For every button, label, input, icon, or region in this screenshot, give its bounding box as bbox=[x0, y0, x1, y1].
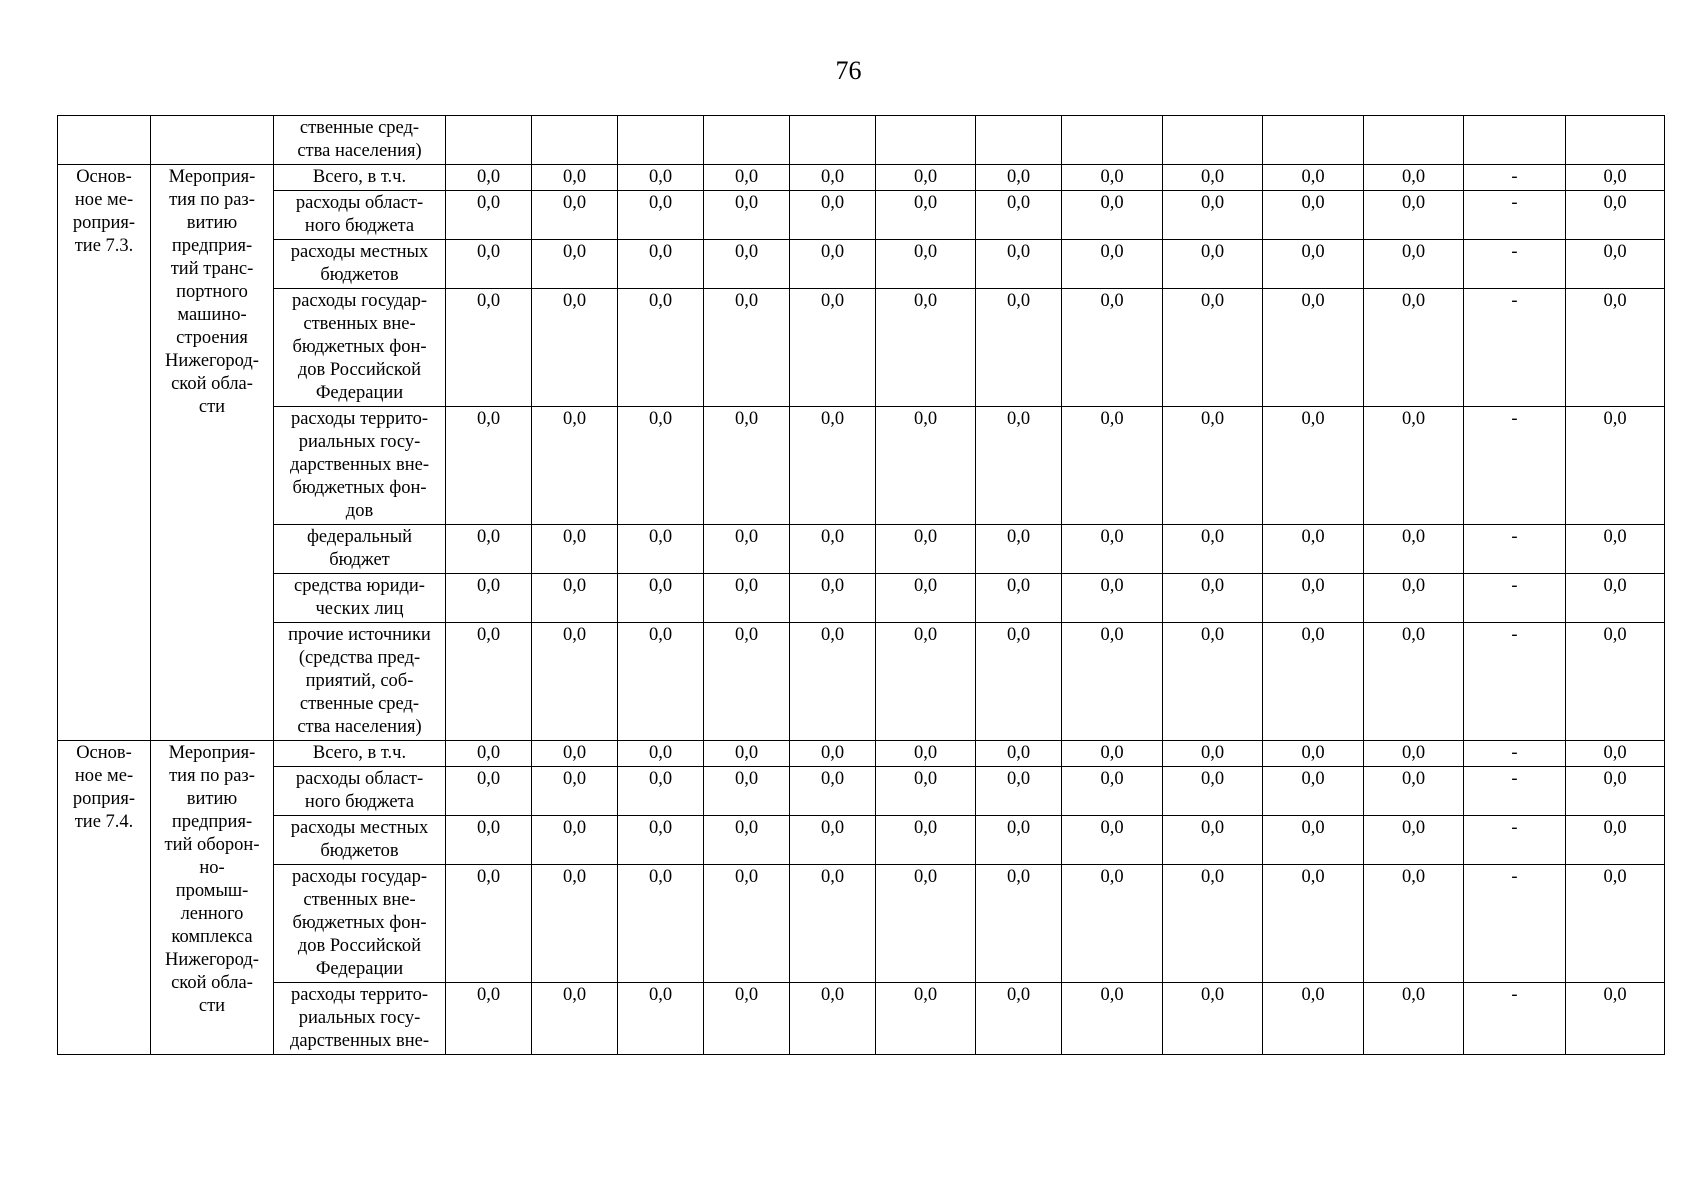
funding-source-cell: расходы област- ного бюджета bbox=[274, 191, 446, 240]
value-cell: 0,0 bbox=[1566, 741, 1665, 767]
funding-source-cell: расходы террито- риальных госу- дарственных вне- bbox=[274, 983, 446, 1055]
value-cell: 0,0 bbox=[790, 407, 876, 525]
value-cell: 0,0 bbox=[876, 574, 976, 623]
value-cell: 0,0 bbox=[618, 816, 704, 865]
value-cell: 0,0 bbox=[618, 407, 704, 525]
funding-source-cell: расходы област- ного бюджета bbox=[274, 767, 446, 816]
value-cell: 0,0 bbox=[532, 741, 618, 767]
value-cell: 0,0 bbox=[704, 165, 790, 191]
value-cell: 0,0 bbox=[532, 574, 618, 623]
table-row bbox=[58, 767, 1665, 816]
value-cell: 0,0 bbox=[976, 983, 1062, 1055]
value-cell: 0,0 bbox=[876, 407, 976, 525]
value-cell: 0,0 bbox=[1062, 816, 1163, 865]
activity-code-cell: Основ- ное ме- роприя- тие 7.3. bbox=[58, 165, 151, 741]
value-cell: 0,0 bbox=[1062, 407, 1163, 525]
value-cell: 0,0 bbox=[1566, 623, 1665, 741]
page-number: 76 bbox=[835, 56, 862, 85]
value-cell: 0,0 bbox=[1263, 574, 1364, 623]
value-cell: 0,0 bbox=[618, 165, 704, 191]
value-cell: 0,0 bbox=[618, 240, 704, 289]
value-cell: 0,0 bbox=[446, 983, 532, 1055]
value-cell: - bbox=[1464, 865, 1566, 983]
value-cell: 0,0 bbox=[446, 623, 532, 741]
table-row bbox=[58, 407, 1665, 525]
value-cell: 0,0 bbox=[1263, 983, 1364, 1055]
value-cell: 0,0 bbox=[790, 983, 876, 1055]
value-cell: - bbox=[1464, 191, 1566, 240]
value-cell: 0,0 bbox=[704, 983, 790, 1055]
value-cell bbox=[1163, 116, 1263, 165]
value-cell: 0,0 bbox=[790, 574, 876, 623]
funding-source-cell: расходы местных бюджетов bbox=[274, 816, 446, 865]
value-cell: 0,0 bbox=[976, 767, 1062, 816]
value-cell: 0,0 bbox=[1364, 865, 1464, 983]
value-cell: 0,0 bbox=[790, 191, 876, 240]
table-row bbox=[58, 240, 1665, 289]
table-row bbox=[58, 623, 1665, 741]
value-cell: 0,0 bbox=[1263, 289, 1364, 407]
value-cell: 0,0 bbox=[790, 240, 876, 289]
value-cell: 0,0 bbox=[1163, 407, 1263, 525]
value-cell: 0,0 bbox=[532, 407, 618, 525]
value-cell: 0,0 bbox=[1062, 983, 1163, 1055]
value-cell: 0,0 bbox=[1566, 165, 1665, 191]
value-cell: 0,0 bbox=[1163, 165, 1263, 191]
value-cell bbox=[1062, 116, 1163, 165]
value-cell: 0,0 bbox=[976, 865, 1062, 983]
table-row bbox=[58, 116, 1665, 165]
funding-source-cell: ственные сред- ства населения) bbox=[274, 116, 446, 165]
value-cell: 0,0 bbox=[1263, 165, 1364, 191]
value-cell: 0,0 bbox=[532, 191, 618, 240]
value-cell: 0,0 bbox=[532, 240, 618, 289]
value-cell: 0,0 bbox=[1566, 407, 1665, 525]
value-cell: 0,0 bbox=[876, 983, 976, 1055]
value-cell: 0,0 bbox=[790, 767, 876, 816]
value-cell: 0,0 bbox=[446, 240, 532, 289]
value-cell bbox=[1263, 116, 1364, 165]
value-cell: 0,0 bbox=[1566, 191, 1665, 240]
value-cell: 0,0 bbox=[1364, 767, 1464, 816]
value-cell: 0,0 bbox=[1566, 767, 1665, 816]
value-cell: 0,0 bbox=[976, 289, 1062, 407]
value-cell: - bbox=[1464, 289, 1566, 407]
table-row bbox=[58, 741, 1665, 767]
value-cell: 0,0 bbox=[618, 574, 704, 623]
value-cell: 0,0 bbox=[1062, 741, 1163, 767]
activity-name-cell: Мероприя- тия по раз- витию предприя- тий оборон- но- промыш- ленного комплекса Нижегород- ской обла- сти bbox=[151, 741, 274, 1055]
value-cell: 0,0 bbox=[976, 525, 1062, 574]
budget-table-body bbox=[58, 116, 1665, 1055]
funding-source-cell: прочие источники (средства пред- приятий, соб- ственные сред- ства населения) bbox=[274, 623, 446, 741]
value-cell: 0,0 bbox=[532, 289, 618, 407]
value-cell: 0,0 bbox=[1566, 240, 1665, 289]
value-cell bbox=[1364, 116, 1464, 165]
value-cell: 0,0 bbox=[532, 865, 618, 983]
value-cell bbox=[618, 116, 704, 165]
value-cell: 0,0 bbox=[704, 191, 790, 240]
value-cell: 0,0 bbox=[532, 165, 618, 191]
value-cell: 0,0 bbox=[704, 289, 790, 407]
value-cell: 0,0 bbox=[1364, 741, 1464, 767]
value-cell: 0,0 bbox=[1263, 816, 1364, 865]
value-cell: 0,0 bbox=[618, 191, 704, 240]
value-cell: 0,0 bbox=[1364, 165, 1464, 191]
value-cell: 0,0 bbox=[790, 741, 876, 767]
value-cell: 0,0 bbox=[1263, 191, 1364, 240]
value-cell: 0,0 bbox=[704, 574, 790, 623]
value-cell: - bbox=[1464, 574, 1566, 623]
value-cell bbox=[704, 116, 790, 165]
value-cell: 0,0 bbox=[1566, 865, 1665, 983]
funding-source-cell: федеральный бюджет bbox=[274, 525, 446, 574]
funding-source-cell: средства юриди- ческих лиц bbox=[274, 574, 446, 623]
value-cell: 0,0 bbox=[446, 741, 532, 767]
value-cell: 0,0 bbox=[876, 816, 976, 865]
activity-name-cell: Мероприя- тия по раз- витию предприя- тий транс- портного машино- строения Нижегород- ской обла- сти bbox=[151, 165, 274, 741]
value-cell: 0,0 bbox=[618, 289, 704, 407]
value-cell: 0,0 bbox=[1062, 574, 1163, 623]
value-cell: - bbox=[1464, 623, 1566, 741]
value-cell: - bbox=[1464, 525, 1566, 574]
value-cell: 0,0 bbox=[446, 165, 532, 191]
value-cell: 0,0 bbox=[976, 816, 1062, 865]
value-cell: 0,0 bbox=[1163, 741, 1263, 767]
value-cell: 0,0 bbox=[790, 816, 876, 865]
activity-name-cell bbox=[151, 116, 274, 165]
value-cell: 0,0 bbox=[446, 865, 532, 983]
value-cell: - bbox=[1464, 767, 1566, 816]
value-cell: 0,0 bbox=[1163, 574, 1263, 623]
value-cell: 0,0 bbox=[790, 623, 876, 741]
value-cell: 0,0 bbox=[446, 407, 532, 525]
table-row bbox=[58, 289, 1665, 407]
value-cell: 0,0 bbox=[1566, 525, 1665, 574]
value-cell: 0,0 bbox=[1566, 574, 1665, 623]
value-cell: 0,0 bbox=[790, 165, 876, 191]
value-cell: 0,0 bbox=[704, 407, 790, 525]
value-cell: - bbox=[1464, 816, 1566, 865]
value-cell: 0,0 bbox=[976, 623, 1062, 741]
value-cell: 0,0 bbox=[1062, 191, 1163, 240]
value-cell: 0,0 bbox=[1566, 289, 1665, 407]
budget-table bbox=[57, 115, 1665, 1055]
value-cell: 0,0 bbox=[1062, 623, 1163, 741]
value-cell: 0,0 bbox=[704, 816, 790, 865]
value-cell: 0,0 bbox=[446, 525, 532, 574]
value-cell: 0,0 bbox=[1364, 289, 1464, 407]
funding-source-cell: расходы террито- риальных госу- дарственных вне- бюджетных фон- дов bbox=[274, 407, 446, 525]
value-cell: 0,0 bbox=[876, 165, 976, 191]
value-cell: 0,0 bbox=[446, 574, 532, 623]
value-cell: - bbox=[1464, 983, 1566, 1055]
value-cell: 0,0 bbox=[876, 623, 976, 741]
value-cell: 0,0 bbox=[618, 767, 704, 816]
value-cell: 0,0 bbox=[532, 525, 618, 574]
value-cell: 0,0 bbox=[976, 741, 1062, 767]
value-cell bbox=[876, 116, 976, 165]
value-cell: 0,0 bbox=[618, 623, 704, 741]
value-cell: 0,0 bbox=[1163, 289, 1263, 407]
value-cell: 0,0 bbox=[618, 983, 704, 1055]
funding-source-cell: расходы государ- ственных вне- бюджетных фон- дов Российской Федерации bbox=[274, 289, 446, 407]
value-cell: 0,0 bbox=[1163, 623, 1263, 741]
activity-code-cell: Основ- ное ме- роприя- тие 7.4. bbox=[58, 741, 151, 1055]
value-cell: 0,0 bbox=[976, 407, 1062, 525]
value-cell: - bbox=[1464, 741, 1566, 767]
value-cell: 0,0 bbox=[704, 865, 790, 983]
value-cell: 0,0 bbox=[1364, 240, 1464, 289]
value-cell: 0,0 bbox=[618, 741, 704, 767]
value-cell: 0,0 bbox=[704, 623, 790, 741]
value-cell: 0,0 bbox=[704, 741, 790, 767]
value-cell: 0,0 bbox=[976, 191, 1062, 240]
value-cell: 0,0 bbox=[446, 191, 532, 240]
value-cell: 0,0 bbox=[1364, 191, 1464, 240]
value-cell: - bbox=[1464, 407, 1566, 525]
value-cell: 0,0 bbox=[704, 240, 790, 289]
value-cell: 0,0 bbox=[1062, 865, 1163, 983]
value-cell: 0,0 bbox=[1364, 574, 1464, 623]
value-cell: 0,0 bbox=[1364, 407, 1464, 525]
value-cell: 0,0 bbox=[618, 525, 704, 574]
value-cell: 0,0 bbox=[532, 767, 618, 816]
value-cell: 0,0 bbox=[876, 240, 976, 289]
value-cell: 0,0 bbox=[1263, 741, 1364, 767]
value-cell: 0,0 bbox=[1062, 525, 1163, 574]
value-cell: 0,0 bbox=[532, 816, 618, 865]
funding-source-cell: расходы государ- ственных вне- бюджетных фон- дов Российской Федерации bbox=[274, 865, 446, 983]
value-cell: 0,0 bbox=[1566, 816, 1665, 865]
table-row bbox=[58, 816, 1665, 865]
value-cell: 0,0 bbox=[446, 816, 532, 865]
value-cell: 0,0 bbox=[976, 165, 1062, 191]
value-cell bbox=[1566, 116, 1665, 165]
value-cell: 0,0 bbox=[876, 767, 976, 816]
value-cell bbox=[790, 116, 876, 165]
value-cell: 0,0 bbox=[876, 289, 976, 407]
value-cell: 0,0 bbox=[1163, 816, 1263, 865]
value-cell: 0,0 bbox=[1263, 407, 1364, 525]
value-cell: 0,0 bbox=[1163, 767, 1263, 816]
table-row bbox=[58, 165, 1665, 191]
value-cell: 0,0 bbox=[532, 983, 618, 1055]
value-cell: 0,0 bbox=[1566, 983, 1665, 1055]
value-cell: 0,0 bbox=[1062, 165, 1163, 191]
value-cell: 0,0 bbox=[532, 623, 618, 741]
value-cell: 0,0 bbox=[790, 289, 876, 407]
value-cell: 0,0 bbox=[704, 525, 790, 574]
funding-source-cell: Всего, в т.ч. bbox=[274, 165, 446, 191]
funding-source-cell: Всего, в т.ч. bbox=[274, 741, 446, 767]
value-cell: 0,0 bbox=[1163, 191, 1263, 240]
value-cell: 0,0 bbox=[1163, 983, 1263, 1055]
value-cell: 0,0 bbox=[1364, 525, 1464, 574]
value-cell bbox=[532, 116, 618, 165]
value-cell: 0,0 bbox=[618, 865, 704, 983]
value-cell: 0,0 bbox=[1364, 983, 1464, 1055]
value-cell: 0,0 bbox=[976, 240, 1062, 289]
value-cell: 0,0 bbox=[1263, 525, 1364, 574]
value-cell: 0,0 bbox=[876, 191, 976, 240]
value-cell: 0,0 bbox=[1364, 623, 1464, 741]
value-cell: 0,0 bbox=[876, 865, 976, 983]
value-cell: 0,0 bbox=[790, 865, 876, 983]
value-cell: 0,0 bbox=[446, 289, 532, 407]
value-cell: 0,0 bbox=[1263, 240, 1364, 289]
value-cell: 0,0 bbox=[1062, 289, 1163, 407]
value-cell bbox=[976, 116, 1062, 165]
table-row bbox=[58, 191, 1665, 240]
value-cell: 0,0 bbox=[1163, 865, 1263, 983]
value-cell: - bbox=[1464, 165, 1566, 191]
value-cell: 0,0 bbox=[1263, 767, 1364, 816]
table-row bbox=[58, 525, 1665, 574]
activity-code-cell bbox=[58, 116, 151, 165]
value-cell: - bbox=[1464, 240, 1566, 289]
funding-source-cell: расходы местных бюджетов bbox=[274, 240, 446, 289]
value-cell: 0,0 bbox=[1263, 865, 1364, 983]
value-cell: 0,0 bbox=[1163, 240, 1263, 289]
table-row bbox=[58, 983, 1665, 1055]
value-cell: 0,0 bbox=[976, 574, 1062, 623]
value-cell: 0,0 bbox=[1062, 767, 1163, 816]
value-cell: 0,0 bbox=[1163, 525, 1263, 574]
value-cell: 0,0 bbox=[446, 767, 532, 816]
value-cell: 0,0 bbox=[876, 741, 976, 767]
value-cell: 0,0 bbox=[1263, 623, 1364, 741]
value-cell: 0,0 bbox=[876, 525, 976, 574]
value-cell: 0,0 bbox=[704, 767, 790, 816]
value-cell: 0,0 bbox=[790, 525, 876, 574]
table-row bbox=[58, 574, 1665, 623]
value-cell: 0,0 bbox=[1364, 816, 1464, 865]
value-cell bbox=[446, 116, 532, 165]
table-row bbox=[58, 865, 1665, 983]
value-cell: 0,0 bbox=[1062, 240, 1163, 289]
value-cell bbox=[1464, 116, 1566, 165]
